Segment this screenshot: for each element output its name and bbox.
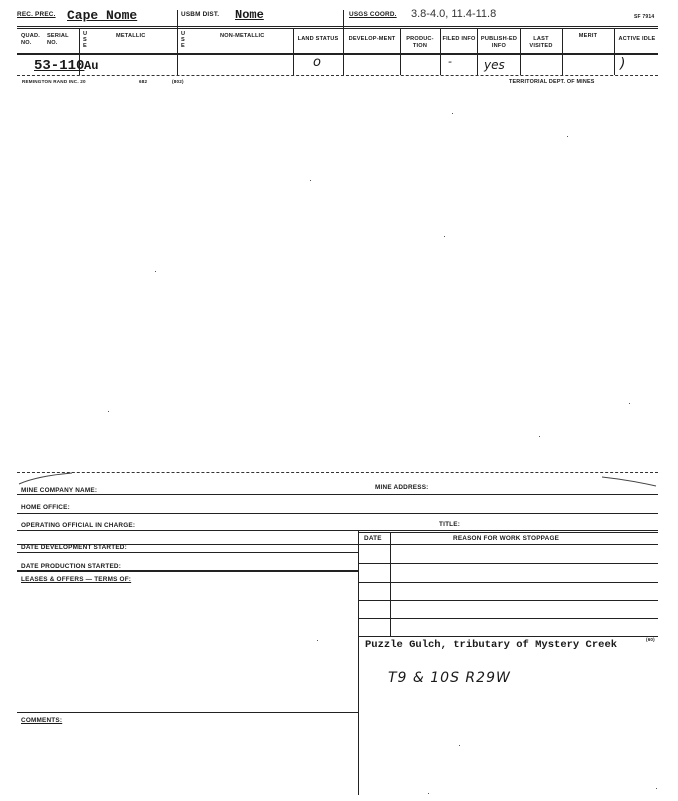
column-divider: [390, 532, 391, 636]
date-dev-started-label: DATE DEVELOPMENT STARTED:: [21, 544, 127, 551]
rule-line: [358, 532, 658, 533]
title-label: TITLE:: [439, 521, 461, 528]
scan-speck: [155, 271, 156, 272]
rec-prec-label: REC. PREC.: [17, 11, 56, 18]
col-published-info: PUBLISH-ED INFO: [480, 36, 518, 49]
entry-published-info: yes: [484, 58, 505, 72]
entry-metallic: Au: [84, 59, 99, 73]
scan-stroke: [17, 470, 77, 486]
col-production: PRODUC-TION: [406, 36, 434, 49]
scan-speck: [656, 788, 657, 789]
column-divider: [343, 10, 344, 75]
column-divider: [358, 530, 359, 795]
rule-line: [358, 582, 658, 583]
col-non-metallic: NON-METALLIC: [220, 33, 265, 39]
entry-serial: 53-110: [34, 58, 85, 74]
location-mark: (60): [646, 637, 655, 642]
rule-line: [17, 544, 658, 545]
entry-filed-info: -: [448, 55, 452, 68]
usbm-dist-label: USBM DIST.: [181, 11, 220, 18]
col-development: DEVELOP-MENT: [348, 36, 396, 42]
scan-speck: [317, 640, 318, 641]
rule-line: [17, 570, 358, 572]
rule-line: [17, 75, 658, 76]
column-divider: [400, 28, 401, 75]
scan-speck: [428, 793, 429, 794]
mine-address-label: MINE ADDRESS:: [375, 484, 429, 491]
scan-speck: [539, 436, 540, 437]
column-divider: [440, 28, 441, 75]
column-divider: [520, 28, 521, 75]
rule-line: [17, 26, 658, 27]
home-office-label: HOME OFFICE:: [21, 504, 70, 511]
column-divider: [293, 28, 294, 75]
scan-speck: [452, 113, 453, 114]
entry-active-idle: ): [620, 56, 626, 72]
mine-company-name-label: MINE COMPANY NAME:: [21, 487, 98, 494]
usbm-dist-value: Nome: [235, 8, 264, 22]
operating-official-label: OPERATING OFFICIAL IN CHARGE:: [21, 522, 136, 529]
rule-line: [358, 636, 658, 637]
col-last-visited: LAST VISITED: [529, 36, 553, 49]
rule-line: [17, 530, 658, 531]
rule-line: [17, 472, 658, 473]
rec-prec-value: Cape Nome: [67, 8, 138, 23]
printer-code: 682: [139, 79, 148, 84]
leases-offers-label: LEASES & OFFERS — TERMS OF:: [21, 576, 132, 583]
scan-speck: [108, 411, 109, 412]
scan-speck: [629, 403, 630, 404]
rule-line: [358, 563, 658, 564]
rule-line: [17, 712, 358, 713]
column-divider: [562, 28, 563, 75]
date-col-label: DATE: [364, 535, 382, 542]
col-serial-no: SERIAL NO.: [47, 33, 69, 46]
form-number: SF 7914: [634, 14, 655, 20]
department-name: TERRITORIAL DEPT. OF MINES: [509, 79, 595, 85]
col-quad-no: QUAD. NO.: [21, 33, 41, 46]
township-range-note: T9 & 10S R29W: [388, 670, 511, 686]
scan-speck: [444, 236, 445, 237]
usgs-coord-label: USGS COORD.: [349, 11, 397, 18]
printer-line: REMINGTON RAND INC. 20: [22, 79, 86, 84]
column-divider: [614, 28, 615, 75]
col-use-1: U S E: [83, 31, 88, 49]
scan-speck: [459, 745, 460, 746]
col-active-idle: ACTIVE IDLE: [618, 36, 656, 42]
col-merit: MERIT: [578, 33, 598, 39]
col-land-status: LAND STATUS: [297, 36, 339, 42]
col-use-2: U S E: [181, 31, 186, 49]
col-filed-info: FILED INFO: [442, 36, 476, 42]
column-divider: [477, 28, 478, 75]
scan-speck: [567, 136, 568, 137]
printer-code-2: (802): [172, 79, 184, 84]
rule-line: [17, 494, 658, 495]
rule-line: [17, 552, 358, 553]
scan-stroke: [600, 474, 660, 488]
rule-line: [358, 600, 658, 601]
scan-speck: [310, 180, 311, 181]
entry-land-status: o: [313, 55, 321, 70]
col-metallic: METALLIC: [116, 33, 146, 39]
rule-line: [17, 513, 658, 514]
location-note: Puzzle Gulch, tributary of Mystery Creek: [365, 639, 618, 651]
date-prod-started-label: DATE PRODUCTION STARTED:: [21, 563, 122, 570]
usgs-coord-value: 3.8-4.0, 11.4-11.8: [411, 8, 497, 20]
rule-line: [358, 618, 658, 619]
column-divider: [177, 10, 178, 75]
reason-col-label: REASON FOR WORK STOPPAGE: [453, 535, 560, 542]
comments-label: COMMENTS:: [21, 717, 63, 724]
